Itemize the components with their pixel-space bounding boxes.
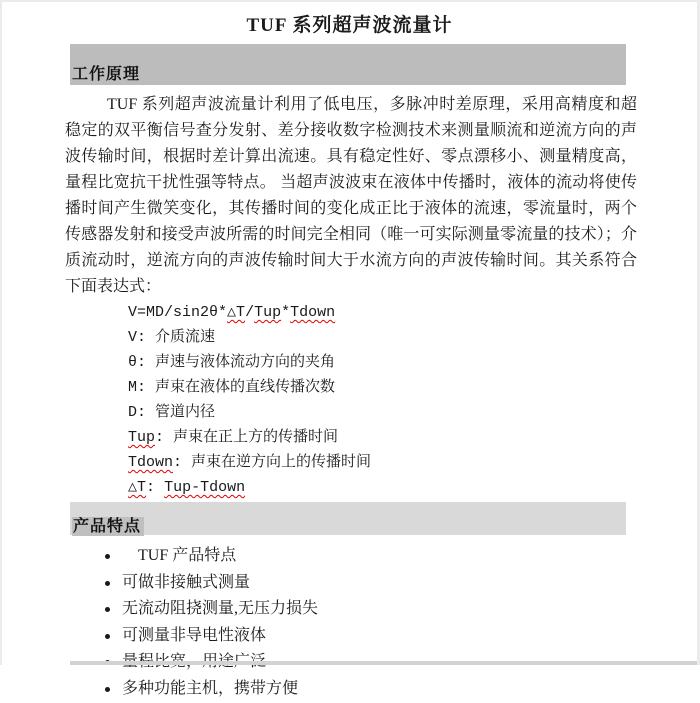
feature-label: 无流动阻挠测量,无压力损失 bbox=[122, 600, 319, 618]
formula-text: V=MD/sin2θ* bbox=[128, 304, 228, 321]
bottom-section-bar-edge bbox=[70, 661, 697, 665]
formula-text: V: 介质流速 bbox=[128, 329, 216, 346]
formula-line bbox=[128, 450, 697, 475]
principle-heading-label: 工作原理 bbox=[72, 66, 141, 83]
formula-term-misspelled: Tup bbox=[254, 304, 282, 321]
feature-label: 可测量非导电性液体 bbox=[122, 626, 267, 644]
bullet-icon bbox=[105, 554, 110, 559]
feature-label: TUF 产品特点 bbox=[138, 547, 237, 564]
principle-paragraph: TUF 系列超声波流量计利用了低电压，多脉冲时差原理，采用高精度和超稳定的双平衡信号查分发射、差分接收数字检测技术来测量顺流和逆流方向的声波传输时间，根据时差计算出流速。具有稳定性好、零点漂移小、测量精度高，量程比宽抗干扰性强等特点。 当超声波波束在液体中传播时，液体的流动将使传播时间产生微笑变化，其传播时间的变化成正比于液体的流速，零流量时，两个传感器发射和接受声波所需的时间完全相同（唯一可实际测量零流量的技术）；介质流动时，逆流方向的声波传输时间大于水流方向的声波传输时间。其关系符合下面表达式： bbox=[65, 96, 637, 295]
bullet-icon bbox=[105, 581, 110, 586]
formula-term-misspelled: Tdown bbox=[128, 454, 174, 471]
bullet-icon bbox=[105, 634, 110, 639]
feature-label: 可做非接触式测量 bbox=[122, 573, 251, 591]
formula-line bbox=[128, 375, 697, 400]
feature-item bbox=[105, 570, 697, 597]
formula-text: * bbox=[281, 304, 291, 321]
formula-text: : 声束在正上方的传播时间 bbox=[155, 429, 339, 446]
formula-line bbox=[128, 400, 697, 425]
section-header-features bbox=[70, 502, 626, 535]
formula-line bbox=[128, 425, 697, 450]
feature-label: 多种功能主机，携带方便 bbox=[122, 679, 299, 697]
feature-item bbox=[105, 676, 697, 703]
formula-line bbox=[128, 475, 697, 500]
formula-term-misspelled: Tup-Tdown bbox=[164, 479, 246, 496]
features-heading-label: 产品特点 bbox=[72, 517, 144, 536]
formula-block bbox=[128, 300, 697, 500]
formula-term-misspelled: △T bbox=[128, 479, 147, 496]
formula-term-misspelled: △T bbox=[227, 304, 246, 321]
formula-text: / bbox=[245, 304, 255, 321]
formula-text: M: 声束在液体的直线传播次数 bbox=[128, 379, 336, 396]
formula-line bbox=[128, 300, 697, 325]
formula-text: D: 管道内径 bbox=[128, 404, 216, 421]
formula-term-misspelled: Tup bbox=[128, 429, 156, 446]
formula-line bbox=[128, 325, 697, 350]
formula-line bbox=[128, 350, 697, 375]
formula-term-misspelled: Tdown bbox=[290, 304, 336, 321]
feature-item bbox=[105, 543, 697, 570]
feature-item bbox=[105, 623, 697, 650]
bullet-icon bbox=[105, 607, 110, 612]
features-list bbox=[105, 543, 697, 703]
bullet-icon bbox=[105, 687, 110, 692]
section-header-principle bbox=[70, 44, 626, 85]
formula-text: : 声束在逆方向上的传播时间 bbox=[173, 454, 372, 471]
page-title: TUF 系列超声波流量计 bbox=[246, 15, 453, 36]
formula-text: θ: 声速与液体流动方向的夹角 bbox=[128, 354, 336, 371]
feature-item bbox=[105, 596, 697, 623]
formula-text: : bbox=[146, 479, 165, 496]
